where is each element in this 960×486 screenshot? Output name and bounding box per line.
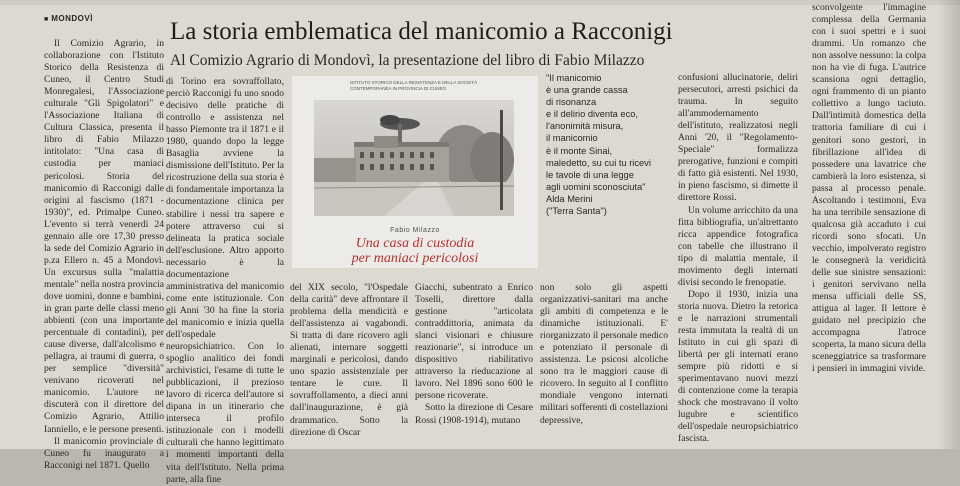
paragraph: sconvolgente l'immagine complessa della Germania con i suoi spettri e i suoi drammi. Un romanzo che non assolve nessuno: la colpa non ha vie di fuga. L'autrice scansiona ogni dettaglio, ogni frammento di un pianto collettivo a lungo taciuto. Dall'intimità domestica della trattoria familiare di cui i genitori sono gestori, in fibrillazione all'idea di possedere una lavatrice che cambierà la loro esistenza, si passa al processo penale. Ascoltando i testimoni, Eva ha una terribile sensazione di qualcosa già accaduto i cui ricordi sono sfocati. Un vecchio, impolverato registro le consegnerà la veridicità delle sue sinistre sensazioni: i genitori servivano nella mensa ufficiali delle SS, attigua al lager. Il lettore è guidato nel precipizio che accompagna l'atroce scoperta, la mano sicura della sceneggiatrice sa trasformare i pensieri in immagini vivide.	[812, 2, 926, 375]
paragraph: Il manicomio provinciale di Cuneo fu inaugurato a Racconigi nel 1871. Quello	[44, 435, 164, 471]
book-author: Fabio Milazzo	[390, 227, 440, 234]
book-title-line: per maniaci pericolosi	[351, 250, 479, 266]
paragraph: Sotto la direzione di Cesare Rossi (1908-1914), mutano	[415, 402, 533, 426]
quote-line: maledetto, su cui tu ricevi	[546, 157, 651, 168]
paragraph: di Torino era sovraffollato, perciò Racconigi fu uno snodo decisivo delle pratiche di controllo e assistenza nel basso Piemonte tra il 1871 e il 1980, quando dopo la legge Basaglia avviene la dismissione dell'Istituto. Per la ricostruzione della sua storia è di fondamentale importanza la documentazione clinica per stabilire i nessi tra sapere e potere attraverso cui si delineata la pratica sociale dell'esclusione. Altro apporto necessario è la documentazione amministrativa del manicomio come ente istituzionale. Con gli Anni '30 ha fine la storia del manicomio e inizia quella dell'ospedale neuropsichiatrico. Con lo spoglio analitico dei fondi archivistici, l'esame di tutte le pubblicazioni, il prezioso lavoro di ricerca dell'autore si dipana in un itinerario che interseca il profilo istituzionale con i modelli culturali che hanno legittimato i momenti importanti della vita dell'Istituto. Nella prima parte, alla fine	[166, 76, 284, 485]
asylum-photo	[314, 100, 514, 216]
book-cover-image	[292, 76, 538, 268]
column-4	[415, 282, 533, 432]
column-2	[166, 76, 284, 485]
quote-line: l'anonimità misura,	[546, 121, 624, 132]
quote-author: Alda Merini	[546, 193, 593, 204]
paragraph: Il Comizio Agrario, in collaborazione con l'Istituto Storico della Resistenza di Cuneo, il Centro Studi Monregalesi, l'Associazione culturale "Gli Spigolatori" e l'Associazione Italiana di Cultura Classica, presenta il libro di Fabio Milazzo intitolato: "Una casa di custodia per maniaci pericolosi. Storia del manicomio di Racconigi dalle origini al fascismo (1871 - 1930)", ed. Primalpe Cuneo. L'evento si terrà venerdì 24 gennaio alle ore 17,30 presso la sede del Comizio Agrario in p.za Ellero n. 45 a Mondovì. Un excursus sulla "malattia mentale" nella nostra provincia dove uomini, donne e bambini, in gran parte delle classi meno abbienti (con una importante percentuale di contadini), per cause diverse, dall'alcolismo e pellagra, ai traumi di guerra, o per semplice "diversità" venivano ricoverati nel manicomio. L'autore ne discuterà con il direttore del Comizio Agrario, Attilio Ianniello, e le persone presenti.	[44, 38, 164, 435]
book-title	[292, 237, 538, 266]
book-publisher-credit: ISTITUTO STORICO DELLA RESISTENZA E DELLA SOCIETÀ CONTEMPORANEA IN PROVINCIA DI CUNEO	[350, 80, 478, 91]
article-title: La storia emblematica del manicomio a Racconigi	[170, 18, 673, 45]
quote-source: ("Terra Santa")	[546, 206, 607, 217]
column-3	[290, 282, 408, 438]
quote-line: è una grande cassa	[546, 85, 628, 96]
page-fold-shadow	[938, 0, 960, 449]
column-6	[678, 72, 798, 445]
paragraph: Dopo il 1930, inizia una storia nuova. Dietro la retorica e le narrazioni strumentali resta immutata la realtà di un Istituto in cui gli spazi di libertà per gli internati erano sempre più ridotti e si sperimentavano nuovi mezzi di contenzione come la terapia shock che mostravano il volto lugubre e scientifico dell'ospedale neuropsichiatrico fascista.	[678, 288, 798, 445]
paragraph: confusioni allucinatorie, deliri persecutori, arresti psichici da trauma. In seguito all'ammodernamento dell'istituto, realizzatosi negli Anni '20, il "Regolamento-Speciale" formalizza prerogative, funzioni e compiti di fatto già esistenti. Nel 1930, in pieno fascismo, si dimette il direttore Rossi.	[678, 72, 798, 204]
quote-line: e il delirio diventa eco,	[546, 109, 638, 120]
adjacent-article-column	[812, 2, 926, 436]
quote-line: le tavole di una legge	[546, 169, 634, 180]
section-label: ■ MONDOVÌ	[44, 14, 93, 23]
article-subtitle: Al Comizio Agrario di Mondovì, la presentazione del libro di Fabio Milazzo	[170, 52, 645, 69]
quote-line: il manicomio	[546, 133, 598, 144]
book-title-line: Una casa di custodia	[355, 236, 475, 251]
quote-line: è il monte Sinai,	[546, 145, 613, 156]
paragraph: del XIX secolo, "l'Ospedale della carità" deve affrontare il problema della mendicità e dell'assistenza ai vagabondi. Si tratta di dare ricovero agli alienati, internare soggetti marginali e pericolosi, dando uno spazio assistenziale per tentare le cure. Il sovraffollamento, a dieci anni dall'inaugurazione, è già drammatico. Sotto la direzione di Oscar	[290, 282, 408, 438]
paragraph: Giacchi, subentrato a Enrico Toselli, direttore dalla gestione "articolata contraddittoria, animata da slanci visionari e chiusure reazionarie", si introduce un dispositivo riabilitativo attraverso la rieducazione al lavoro. Nel 1896 sono 600 le persone ricoverate.	[415, 282, 533, 402]
paragraph: non solo gli aspetti organizzativi-sanitari ma anche gli ambiti di competenza e le dinamiche istituzionali. E' riorganizzato il personale medico e potenziato il personale di assistenza. Le psicosi alcoliche sono tra le maggiori cause di ricovero. In seguito al I conflitto mondiale vengono internati militari sofferenti di costellazioni depressive,	[540, 282, 668, 426]
quote-line: di risonanza	[546, 97, 597, 108]
asylum-photo-graphic	[314, 100, 514, 216]
quote-line: agli uomini sconosciuta"	[546, 181, 646, 192]
column-1	[44, 38, 164, 471]
column-5	[540, 282, 668, 432]
pull-quote	[546, 72, 674, 217]
quote-line: "Il manicomio	[546, 73, 602, 83]
paragraph: Un volume arricchito da una fitta bibliografia, un'altrettanto ricca appendice fotografica con tabelle che illustrano il tipo di malattia mentale, il movimento degli internati divisi secondo le frenopatie.	[678, 204, 798, 288]
